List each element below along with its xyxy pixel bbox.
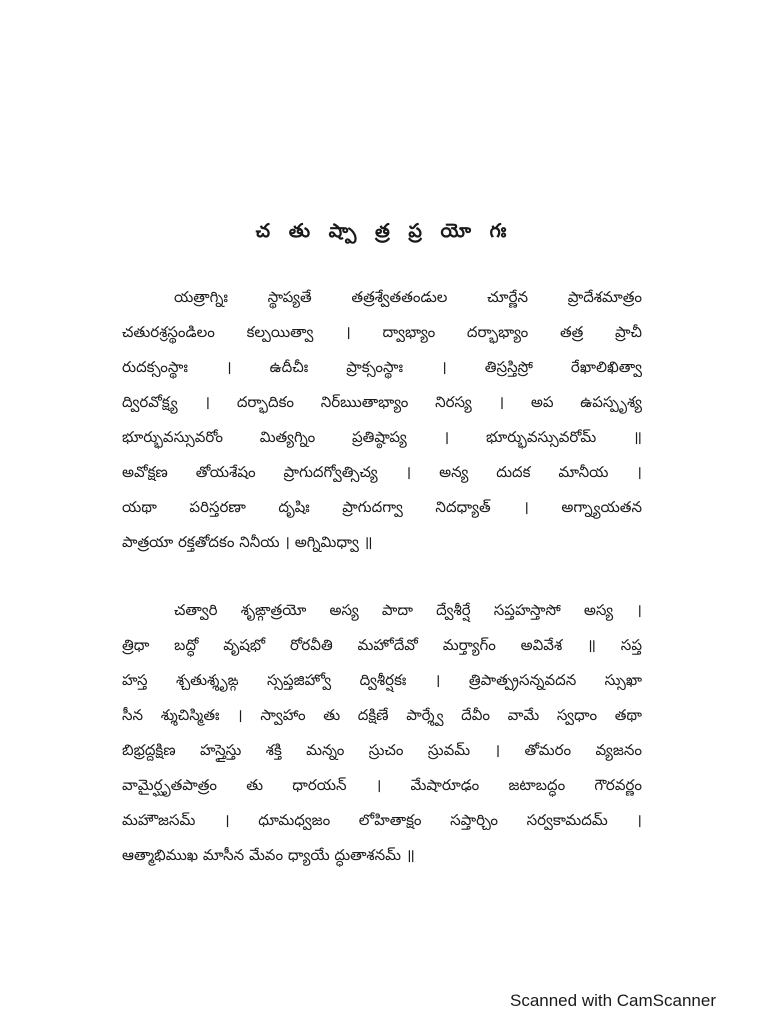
- text-line: వామైర్ఘృతపాత్రం తు ధారయన్ । మేషారూఢం జటాబద్ధం గౌరవర్ణం: [122, 776, 642, 794]
- paragraph-2: [122, 593, 642, 873]
- text-line: ద్విరవోక్ష్య । దర్భాదికం నిర్ఋతాభ్యాం నిరస్య । అప ఉపస్పృశ్య: [122, 393, 642, 411]
- section-heading: చ తు ష్పా త్ర ప్ర యో గః: [255, 220, 513, 242]
- text-line: యత్రాగ్నిః స్థాప్యతే తత్రశ్వేతతండుల చూర్ణేన ప్రాదేశమాత్రం: [174, 288, 642, 306]
- camscanner-watermark: Scanned with CamScanner: [509, 991, 716, 1010]
- text-line: రుదక్సంస్థాః । ఉదీచీః ప్రాక్సంస్థాః । తిస్రస్తిస్రో రేఖాలిఖిత్వా: [122, 358, 642, 376]
- text-line: యథా పరిస్తరణా దృషిః ప్రాగుదగ్వా నిదధ్యాత్ । అగ్న్యాయతన: [122, 498, 642, 516]
- text-line: చత్వారి శృఙ్గాత్రయో అస్య పాదా ద్వేశీర్షే సప్తహస్తాసో అస్య ।: [174, 601, 642, 619]
- text-line: భూర్భువస్సువరోం మిత్యగ్నిం ప్రతిష్ఠాప్య । భూర్భువస్సువరోమ్ ॥: [122, 428, 642, 446]
- text-line: ఆత్మాభిముఖ మాసీన మేవం ధ్యాయే ద్ధుతాశనమ్ ॥: [122, 846, 415, 864]
- paragraph-1: [122, 280, 642, 560]
- text-line: పాత్రయా రక్తతోదకం నినీయ । అగ్నిమిధ్వా ॥: [122, 533, 373, 551]
- text-line: సీన శ్శుచిస్మితః । స్వాహాం తు దక్షిణే పార్శ్వే దేవీం వామే స్వధాం తథా: [122, 706, 642, 724]
- text-line: హస్త శ్చతుశ్శృఙ్గ స్సప్తజిహ్వో ద్విశీర్షకః । త్రిపాత్ప్రసన్నవదన స్సుఖా: [122, 671, 642, 689]
- text-line: మహౌజసమ్ । ధూమధ్వజం లోహితాక్షం సప్తార్చిం సర్వకామదమ్ ।: [122, 811, 642, 829]
- text-line: చతురశ్రస్థండిలం కల్పయిత్వా । ద్వాభ్యాం దర్భాభ్యాం తత్ర ప్రాచీ: [122, 323, 642, 341]
- text-line: అవోక్షణ తోయశేషం ప్రాగుదగ్వోత్సిచ్య । అన్య దుదక మానీయ ।: [122, 463, 642, 481]
- text-line: త్రిధా బద్ధో వృషభో రోరవీతి మహోదేవో మర్త్యాగ్ం అవివేశ ॥ సప్త: [122, 636, 642, 654]
- text-line: బిభ్రద్దక్షిణ హస్తైస్తు శక్తి మన్నం స్రుచం స్రువమ్ । తోమరం వ్యజనం: [122, 741, 642, 759]
